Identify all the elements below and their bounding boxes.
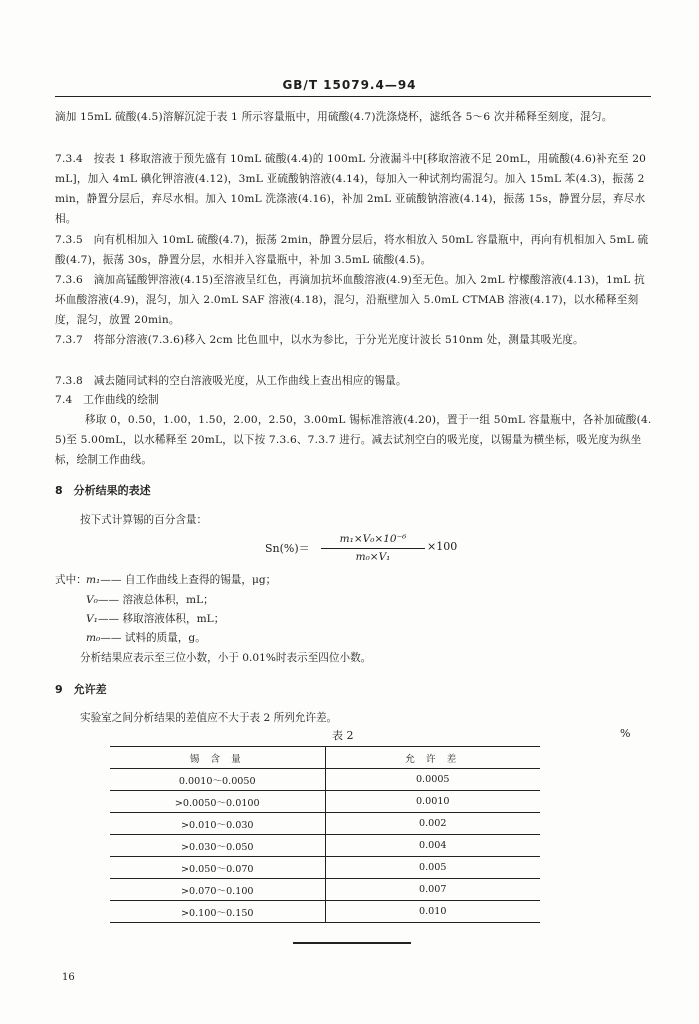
- tolerance-cell: 0.005: [325, 857, 540, 879]
- symbol-description: —— 移取溶液体积，mL；: [97, 613, 225, 625]
- paragraph-7-3-6: 7.3.6 滴加高锰酸钾溶液(4.15)至溶液呈红色，再滴加抗坏血酸溶液(4.9)至无色。加入 2mL 柠檬酸溶液(4.13)，1mL 抗坏血酸溶液(4.9)，混匀，加入 2.0mL SAF 溶液(4.18)，混匀，沿瓶壁加入 5.0mL CTMAB 溶液(4.17)，以水稀释至刻度，混匀，放置 20min。: [55, 274, 645, 326]
- tolerance-cell: 0.0005: [325, 769, 540, 791]
- tolerance-intro: 实验室之间分析结果的差值应不大于表 2 所列允许差。: [80, 712, 338, 724]
- table-row: [110, 879, 540, 901]
- tin-content-cell: >0.0050～0.0100: [110, 791, 325, 813]
- subheading-7-4: 7.4 工作曲线的绘制: [55, 394, 159, 406]
- paragraph-7-3-7: 7.3.7 将部分溶液(7.3.6)移入 2cm 比色皿中，以水为参比，于分光光度计波长 510nm 处，测量其吸光度。: [55, 334, 584, 346]
- tolerance-cell: 0.007: [325, 879, 540, 901]
- paragraph-7-3-8: 7.3.8 减去随同试料的空白溶液吸光度，从工作曲线上查出相应的锡量。: [55, 375, 407, 387]
- table-row: [110, 901, 540, 923]
- tolerance-cell: 0.0010: [325, 791, 540, 813]
- table-header-row: [110, 747, 540, 769]
- rounding-note: 分析结果应表示至三位小数，小于 0.01%时表示至四位小数。: [80, 652, 372, 664]
- tin-content-cell: >0.100～0.150: [110, 901, 325, 923]
- table-row: [110, 791, 540, 813]
- paragraph-7-3-5: 7.3.5 向有机相加入 10mL 硫酸(4.7)，振荡 2min，静置分层后，将水相放入 50mL 容量瓶中，再向有机相加入 5mL 硫酸(4.7)，振荡 30s，静置分层，水相并入容量瓶中，补加 3.5mL 硫酸(4.5)。: [55, 234, 649, 266]
- section-9-heading: 9 允许差: [55, 683, 107, 696]
- where-label: 式中：: [55, 574, 87, 586]
- standard-code-header: GB/T 15079.4—94: [282, 78, 417, 92]
- formula-rhs: ×100: [427, 540, 458, 553]
- symbol-description: —— 自工作曲线上查得的锡量，μg；: [100, 574, 277, 586]
- symbol-def-v1: [86, 611, 224, 626]
- symbol-description: —— 溶液总体积，mL；: [97, 594, 214, 606]
- tin-content-cell: >0.070～0.100: [110, 879, 325, 901]
- table-unit: %: [620, 727, 631, 740]
- tolerance-cell: 0.004: [325, 835, 540, 857]
- table-row: [110, 857, 540, 879]
- symbol-def-v0: [86, 592, 214, 607]
- table-row: [110, 813, 540, 835]
- tin-content-cell: >0.010～0.030: [110, 813, 325, 835]
- paragraph-7-4: 移取 0，0.50，1.00，1.50，2.00，2.50，3.00mL 锡标准溶液(4.20)，置于一组 50mL 容量瓶中，各补加硫酸(4.5)至 5.00mL，以水稀释至 20mL，以下按 7.3.6、7.3.7 进行。减去试剂空白的吸光度，以锡量为横坐标，吸光度为纵坐标，绘制工作曲线。: [55, 414, 652, 466]
- section-8-heading: 8 分析结果的表述: [55, 484, 151, 497]
- tin-content-cell: >0.050～0.070: [110, 857, 325, 879]
- table-caption: 表 2: [332, 729, 354, 742]
- formula-lhs: Sn(%)＝: [265, 542, 310, 555]
- formula-intro: 按下式计算锡的百分含量：: [80, 514, 208, 526]
- formula-numerator: m₁×V₀×10⁻⁶: [339, 533, 407, 545]
- table-row: [110, 835, 540, 857]
- column-header-tin-content: 锡 含 量: [110, 747, 325, 769]
- formula-fraction: [321, 532, 425, 565]
- symbol: m₁: [86, 574, 101, 586]
- symbol: V₀: [86, 594, 98, 606]
- tin-content-cell: >0.030～0.050: [110, 835, 325, 857]
- tin-content-cell: 0.0010～0.0050: [110, 769, 325, 791]
- table-row: [110, 769, 540, 791]
- header-rule: [55, 96, 651, 97]
- tolerance-cell: 0.002: [325, 813, 540, 835]
- fraction-bar: [321, 548, 425, 549]
- symbol-description: —— 试料的质量，g。: [100, 632, 206, 644]
- column-header-tolerance: 允 许 差: [325, 747, 540, 769]
- symbol: m₀: [86, 632, 101, 644]
- page-number: 16: [62, 972, 75, 983]
- paragraph-continued: 滴加 15mL 硫酸(4.5)溶解沉淀于表 1 所示容量瓶中，用硫酸(4.7)洗涤烧杯，滤纸各 5～6 次并稀释至刻度，混匀。: [55, 111, 613, 123]
- tolerance-cell: 0.010: [325, 901, 540, 923]
- end-of-standard-rule: [293, 942, 411, 944]
- tolerance-table: [110, 746, 540, 923]
- formula-denominator: m₀×V₁: [355, 551, 391, 563]
- paragraph-7-3-4: 7.3.4 按表 1 移取溶液于预先盛有 10mL 硫酸(4.4)的 100mL 分液漏斗中[移取溶液不足 20mL，用硫酸(4.6)补充至 20mL]，加入 4mL 碘化钾溶液(4.12)，3mL 亚硫酸钠溶液(4.14)，每加入一种试剂均需混匀。加入 15mL 苯(4.3)，振荡 2min，静置分层后，弃尽水相。加入 10mL 洗涤液(4.16)，补加 2mL 亚硫酸钠溶液(4.14)，振荡 15s，静置分层，弃尽水相。: [55, 153, 647, 225]
- tin-percentage-formula: [265, 532, 485, 576]
- symbol-def-m0: [86, 630, 206, 645]
- symbol-def-m1: [86, 572, 276, 587]
- symbol: V₁: [86, 613, 98, 625]
